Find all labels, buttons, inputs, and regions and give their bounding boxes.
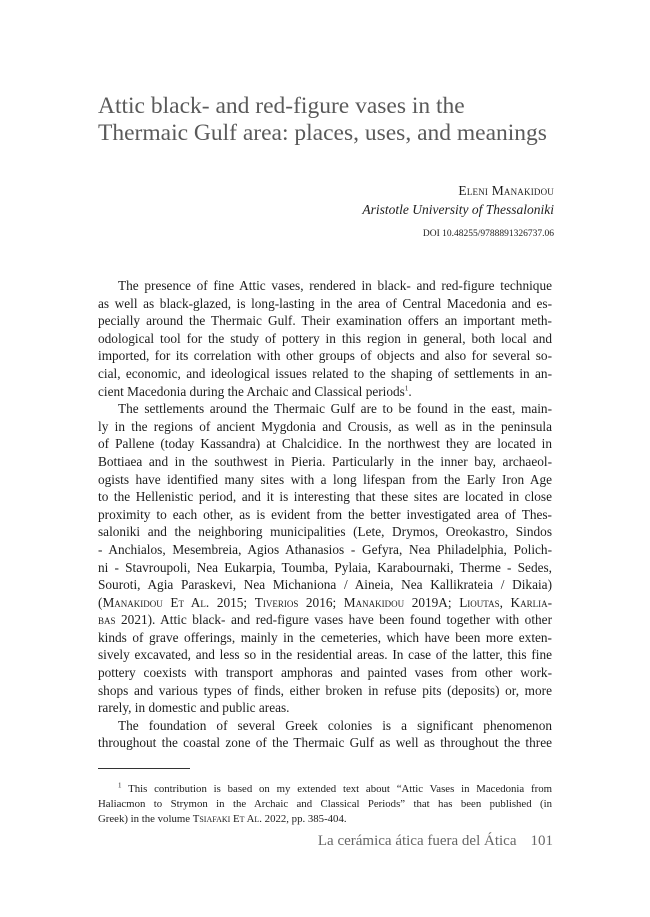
text-line: Souroti, Agia Paraskevi, Nea Michaniona / Aineia, Nea Kallikrateia / Dikaia) [98, 577, 552, 593]
text-line: cient Macedonia during the Archaic and Classical periods$^1$. [98, 383, 412, 399]
title-line: Thermaic Gulf area: places, uses, and meanings [98, 120, 547, 146]
text-line: saloniki and the neighboring municipalities (Lete, Drymos, Oreokastro, Sindos [98, 524, 552, 540]
title-line: Attic black- and red-figure vases in the [98, 93, 465, 119]
footnote-marker[interactable]: 1 [404, 384, 409, 393]
body-text [98, 277, 552, 752]
text-line: Bottiaea and in the southwest in Pieria. Particularly in the inner bay, archaeol- [98, 453, 552, 469]
text-line: ly in the regions of ancient Mygdonia and Crousis, as well as in the peninsula [98, 418, 552, 434]
text-line: cial, economic, and ideological issues related to the shaping of settlements in an- [98, 365, 552, 381]
footnote-text: 2022, pp. 385-404. [261, 813, 347, 825]
text-line: throughout the coastal zone of the Thermaic Gulf as well as throughout the three [98, 735, 552, 751]
footnote-number: 1 [118, 781, 122, 790]
citation-author: Lioutas, Karlia- [459, 594, 553, 610]
text-line: The presence of fine Attic vases, rendered in black- and red-figure technique [118, 278, 552, 293]
text-line: pecially around the Thermaic Gulf. Their examination offers an important meth- [98, 313, 552, 329]
text-fragment: 2021). Attic black- and red-figure vases have been found together with other [115, 612, 552, 628]
footnote-line [98, 812, 552, 827]
text-line: imported, for its correlation with other groups of objects and also for several so- [98, 348, 552, 364]
citation-author: Tsiafaki Et Al. [192, 813, 262, 825]
text-line: - Anchialos, Mesembreia, Agios Athanasios - Gefyra, Nea Philadelphia, Polich- [98, 541, 552, 557]
text-line: ni - Stavroupoli, Nea Eukarpia, Toumba, Pylaia, Karabournaki, Therme - Sedes, [98, 559, 552, 575]
text-fragment: 2015; [209, 594, 255, 610]
text-fragment: 2019A; [404, 594, 460, 610]
citation-author: Manakidou Et Al. [102, 594, 210, 610]
citation-line [98, 611, 552, 629]
running-footer-title: La cerámica ática fuera del Ática [317, 833, 517, 849]
citation-author: Manakidou [343, 594, 405, 610]
citation-author: Tiverios [254, 594, 299, 610]
footnote-line [98, 782, 552, 797]
text-line: rarely, in domestic and public areas. [98, 700, 290, 716]
footnote-line: Haliacmon to Strymon in the Archaic and Classical Periods” that has been published (in [98, 798, 552, 810]
article-title [98, 93, 568, 147]
text-line: ogists have identified many sites with a long lifespan from the Early Iron Age [98, 471, 552, 487]
text-line: pottery coexists with transport amphoras and painted vases from other work- [98, 665, 552, 681]
footnote-text: Greek) in the volume [98, 813, 193, 825]
author-block [362, 181, 554, 244]
text-fragment: 2016; [298, 594, 344, 610]
text-line: shops and various types of finds, either broken in refuse pits (deposits) or, more [98, 682, 552, 698]
citation-line [98, 594, 552, 612]
footnote-separator [98, 768, 190, 769]
text-line-content: cient Macedonia during the Archaic and Classical periods [98, 383, 405, 399]
doi: DOI 10.48255/9788891326737.06 [422, 229, 554, 239]
page-number: 101 [530, 833, 553, 849]
text-line: to the Hellenistic period, and it is interesting that these sites are located in close [98, 489, 552, 505]
text-line: as well as black-glazed, is long-lasting in the area of Central Macedonia and es- [98, 295, 552, 311]
paragraph [98, 717, 552, 752]
running-footer [318, 833, 553, 850]
text-line: kinds of grave offerings, mainly in the cemeteries, which have been more exten- [98, 629, 552, 645]
text-fragment: ( [98, 594, 103, 610]
text-line: of Pallene (today Kassandra) at Chalcidice. In the northwest they are located in [98, 436, 552, 452]
text-line: The foundation of several Greek colonies is a significant phenomenon [118, 717, 552, 733]
author-affiliation: Aristotle University of Thessaloniki [362, 202, 554, 217]
author-name: Eleni Manakidou [458, 183, 554, 198]
paragraph [98, 400, 552, 717]
text-line: proximity to each other, as is evident from the better investigated area of Thes- [98, 506, 552, 522]
footnote [98, 782, 552, 827]
citation-author: bas [98, 612, 116, 628]
text-line: sively excavated, and less so in the residential areas. In case of the latter, this fine [98, 647, 552, 663]
footnote-text: This contribution is based on my extended text about “Attic Vases in Macedonia from [121, 783, 552, 795]
text-line: odological tool for the study of pottery in this region in general, both local and [98, 330, 552, 346]
paragraph [98, 277, 552, 400]
text-line: The settlements around the Thermaic Gulf are to be found in the east, main- [118, 401, 552, 417]
